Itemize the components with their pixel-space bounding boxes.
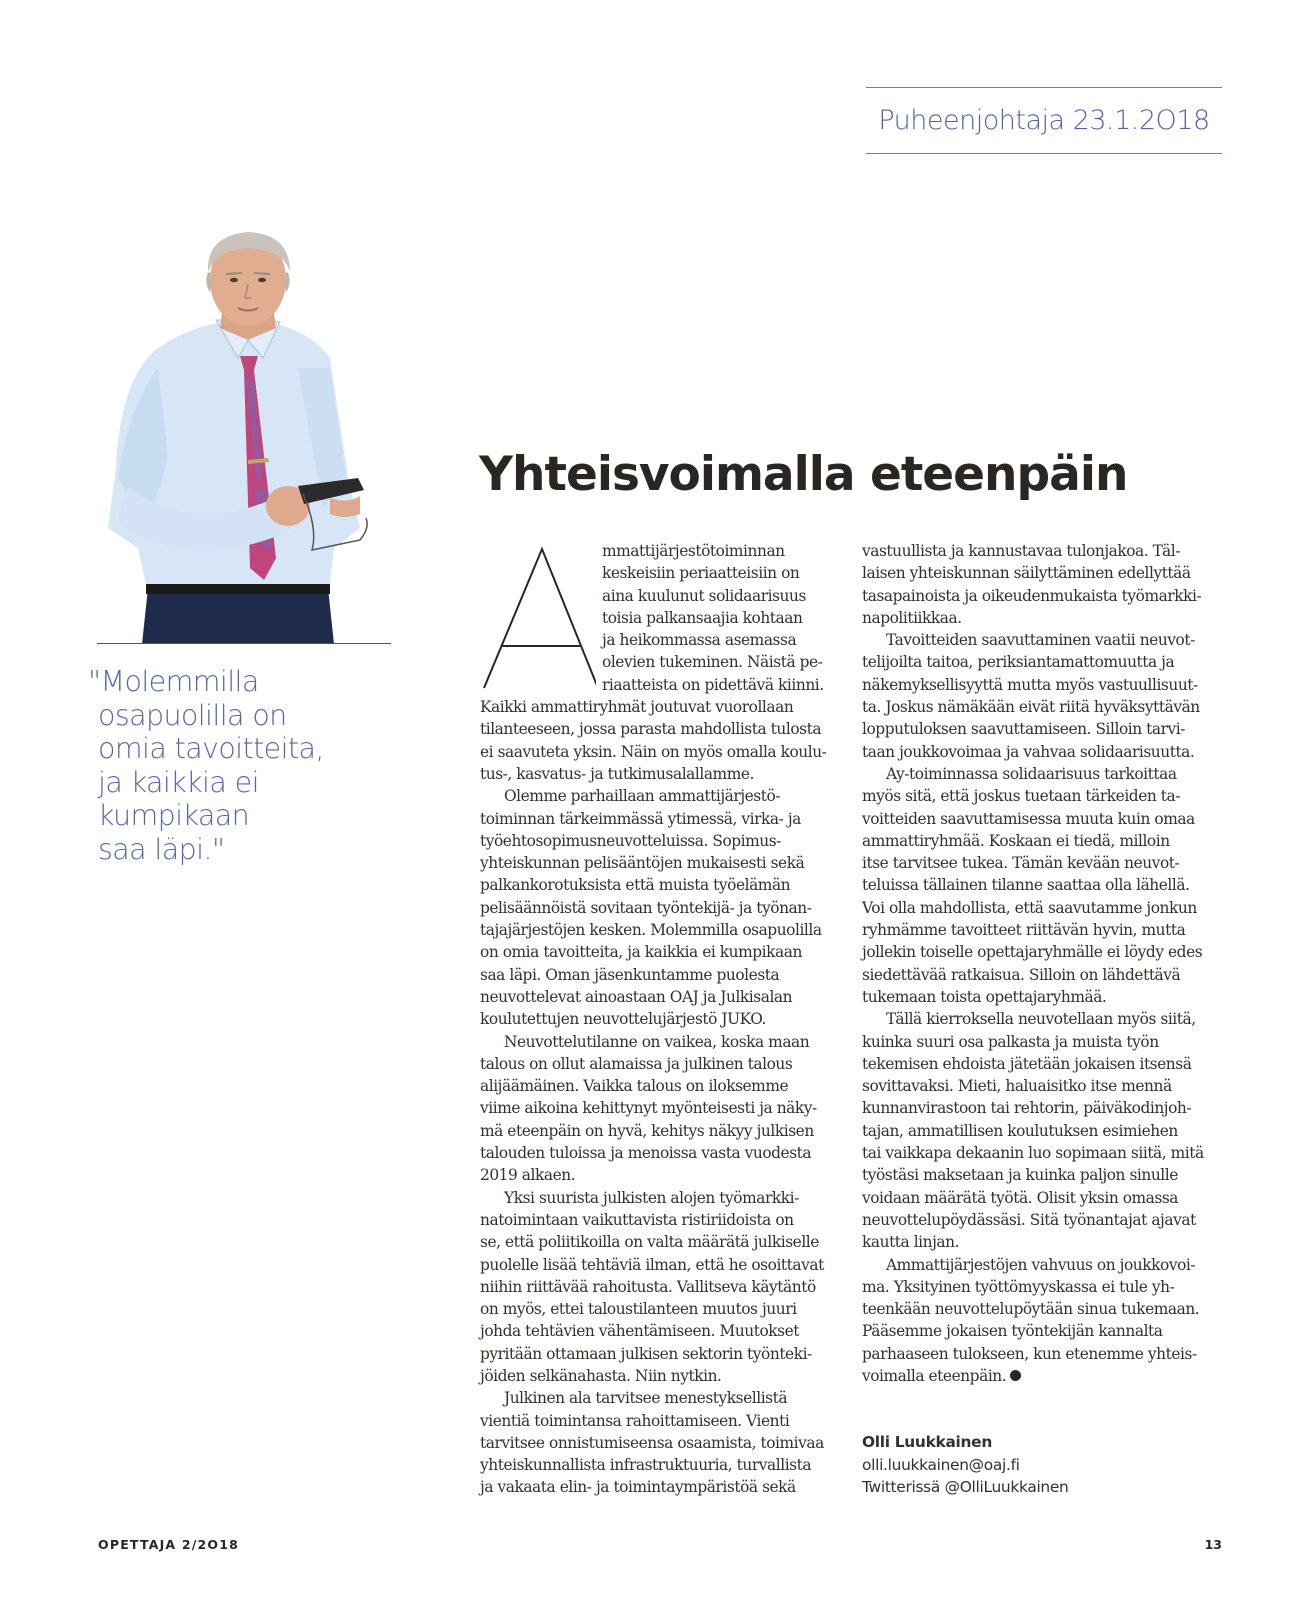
- article-line: olevien tukeminen. Näistä pe-: [602, 653, 823, 672]
- article-line: saa läpi. Oman jäsenkuntamme puolesta: [480, 965, 780, 984]
- article-line: neuvottelupöydässäsi. Sitä työnantajat ajavat: [862, 1210, 1196, 1229]
- pull-quote-line: osapuolilla on: [98, 698, 287, 732]
- author-twitter[interactable]: Twitterissä @OlliLuukkainen: [862, 1478, 1069, 1496]
- article-line: ma. Yksityinen työttömyyskassa ei tule yh-: [862, 1277, 1175, 1296]
- article-line: Voi olla mahdollista, että saavutamme jonkun: [862, 898, 1197, 917]
- article-line: kuinka suuri osa palkasta ja muista työn: [862, 1032, 1159, 1051]
- article-line: Tavoitteiden saavuttaminen vaatii neuvot-: [886, 631, 1195, 650]
- article-line: natoimintaan vaikuttavista ristiriidoista on: [480, 1210, 794, 1229]
- article-line: ammattiryhmää. Koskaan ei tiedä, milloin: [862, 831, 1170, 850]
- article-line: on myös, ettei taloustilanteen muutos juuri: [480, 1300, 797, 1319]
- article-line: Tällä kierroksella neuvotellaan myös siitä,: [886, 1010, 1196, 1029]
- article-line: talouden tuloissa ja menoissa vasta vuodesta: [480, 1144, 812, 1163]
- article-line: taan joukkovoimaa ja vahvaa solidaarisuutta.: [862, 742, 1195, 761]
- article-line: Neuvottelutilanne on vaikea, koska maan: [504, 1032, 810, 1051]
- article-line: neuvottelevat ainoastaan OAJ ja Julkisalan: [480, 987, 793, 1006]
- article-line: tajajärjestöjen kesken. Molemmilla osapuolilla: [480, 921, 822, 940]
- article-line: johda tehtävien vähentämiseen. Muutokset: [480, 1322, 800, 1341]
- article-line: teenkään neuvottelupöytään sinua tukemaan.: [862, 1300, 1200, 1319]
- author-byline: [862, 1431, 1069, 1499]
- page-number: 13: [1204, 1537, 1222, 1552]
- article-line: toiminnan tärkeimmässä ytimessä, virka- ja: [480, 809, 801, 828]
- article-line: tilanteeseen, jossa parasta mahdollista tulosta: [480, 720, 822, 739]
- article-line: Yksi suurista julkisten alojen työmarkki-: [504, 1188, 799, 1207]
- article-line: työehtosopimusneuvotteluissa. Sopimus-: [480, 831, 781, 850]
- article-line: yhteiskunnallista infrastruktuuria, turvallista: [480, 1456, 812, 1475]
- author-name: Olli Luukkainen: [862, 1433, 992, 1451]
- article-line: koulutettujen neuvottelujärjestö JUKO.: [480, 1010, 766, 1029]
- article-line: talous on ollut alamaissa ja julkinen talous: [480, 1054, 793, 1073]
- pull-quote-line: kumpikaan: [98, 799, 250, 832]
- pull-quote-line: "Molemmilla: [88, 665, 259, 698]
- article-line: ryhmämme tavoitteet riittävän hyvin, mutta: [862, 921, 1186, 940]
- article-line: Pääsemme jokaisen työntekijän kannalta: [862, 1322, 1163, 1341]
- article-line: yhteiskunnan pelisääntöjen mukaisesti sekä: [480, 854, 805, 873]
- section-date: Puheenjohtaja 23.1.2O18: [878, 105, 1210, 136]
- article-line: tai vaikkapa dekaanin luo sopimaan siitä, mitä: [862, 1144, 1204, 1163]
- end-mark-icon: [1010, 1370, 1021, 1381]
- article-line: voidaan määrätä työtä. Olisit yksin omassa: [862, 1188, 1179, 1207]
- publication-footer: OPETTAJA 2/2O18: [98, 1537, 240, 1552]
- article-line: jöiden selkänahasta. Niin nytkin.: [480, 1366, 722, 1385]
- author-email[interactable]: olli.luukkainen@oaj.fi: [862, 1455, 1020, 1474]
- article-line: telijoilta taitoa, periksiantamattomuutta ja: [862, 653, 1175, 672]
- article-line: kunnanvirastoon tai rehtorin, päiväkodinjoh-: [862, 1099, 1192, 1118]
- article-line: ja heikommassa asemassa: [602, 631, 797, 650]
- article-title: Yhteisvoimalla eteenpäin: [479, 447, 1128, 502]
- article-line: pelisäännöistä sovitaan työntekijä- ja työnan-: [480, 898, 812, 917]
- portrait-photo: [98, 228, 390, 644]
- pull-quote-line: omia tavoitteita,: [98, 732, 324, 765]
- article-line: niihin riittävää rahoitusta. Vallitseva käytäntö: [480, 1277, 816, 1296]
- article-line: Julkinen ala tarvitsee menestyksellistä: [504, 1389, 788, 1408]
- article-column-1: [480, 540, 852, 1499]
- article-line: tus-, kasvatus- ja tutkimusalallamme.: [480, 764, 754, 783]
- article-line: aina kuulunut solidaarisuus: [602, 586, 806, 605]
- article-line: voimalla eteenpäin.: [862, 1365, 1234, 1387]
- article-line: tukemaan toista opettajaryhmää.: [862, 987, 1107, 1006]
- article-line: 2019 alkaen.: [480, 1166, 576, 1185]
- article-line: palkankorotuksista että muista työelämän: [480, 876, 791, 895]
- article-line: mä eteenpäin on hyvä, kehitys näkyy julkisen: [480, 1121, 814, 1140]
- article-line: työstäsi maksetaan ja kuinka paljon sinulle: [862, 1166, 1178, 1185]
- article-line: viime aikoina kehittynyt myönteisesti ja näky-: [480, 1099, 817, 1118]
- article-line: laisen yhteiskunnan säilyttäminen edellyttää: [862, 564, 1191, 583]
- pull-quote-line: saa läpi.": [98, 832, 225, 866]
- article-line: sovittavaksi. Mieti, haluaisitko itse mennä: [862, 1077, 1172, 1096]
- pull-quote: [88, 665, 388, 866]
- article-line: alijäämäinen. Vaikka talous on iloksemme: [480, 1077, 789, 1096]
- article-line: ta. Joskus nämäkään eivät riitä hyväksyttävän: [862, 698, 1200, 717]
- article-line: mmattijärjestötoiminnan: [602, 542, 785, 560]
- portrait-divider: [97, 643, 391, 644]
- article-line: puolelle lisää tehtäviä ilman, että he osoittavat: [480, 1255, 824, 1274]
- article-line: pyritään ottamaan julkisen sektorin työnteki-: [480, 1344, 812, 1363]
- article-line: tajan, ammatillisen koulutuksen esimiehen: [862, 1121, 1178, 1140]
- article-column-2: [862, 540, 1234, 1387]
- article-line: tekemisen ehdoista jätetään jokaisen itsensä: [862, 1054, 1192, 1073]
- article-line: myös sitä, että joskus tuetaan tärkeiden ta-: [862, 787, 1180, 806]
- article-line: Olemme parhaillaan ammattijärjestö-: [504, 787, 781, 806]
- article-line: parhaaseen tulokseen, kun etenemme yhteis-: [862, 1344, 1197, 1363]
- pull-quote-line: ja kaikkia ei: [98, 765, 259, 799]
- article-line: jollekin toiselle opettajaryhmälle ei löydy edes: [862, 943, 1203, 962]
- article-line: vientiä toimintansa rahoittamiseen. Vienti: [480, 1411, 790, 1430]
- article-line: riaatteista on pidettävä kiinni.: [602, 675, 824, 694]
- article-line: toisia palkansaajia kohtaan: [602, 608, 803, 627]
- article-line: tarvitsee onnistumiseensa osaamista, toimivaa: [480, 1433, 824, 1452]
- article-line: Kaikki ammattiryhmät joutuvat vuorollaan: [480, 698, 794, 717]
- article-line: siedettävää ratkaisua. Silloin on lähdettävä: [862, 965, 1181, 984]
- article-line: Ammattijärjestöjen vahvuus on joukkovoi-: [886, 1255, 1196, 1274]
- section-header: [866, 87, 1222, 154]
- article-line: tasapainoista ja oikeudenmukaista työmarkki-: [862, 586, 1202, 605]
- article-line: teluissa tällainen tilanne saattaa olla lähellä.: [862, 876, 1190, 895]
- article-line: ja vakaata elin- ja toimintaympäristöä sekä: [480, 1478, 796, 1497]
- article-line: lopputuloksen saavuttamiseen. Silloin tarvi-: [862, 720, 1185, 739]
- article-line: on omia tavoitteita, ja kaikkia ei kumpikaan: [480, 943, 802, 962]
- article-line: ei saavuteta yksin. Näin on myös omalla koulu-: [480, 742, 827, 761]
- article-line: kautta linjan.: [862, 1233, 960, 1252]
- article-line: itse tarvitsee tukea. Tämän kevään neuvot-: [862, 854, 1180, 873]
- article-line: Ay-toiminnassa solidaarisuus tarkoittaa: [886, 764, 1177, 783]
- article-line: keskeisiin periaatteisiin on: [602, 564, 800, 583]
- article-line: voitteiden saavuttamisessa muuta kuin omaa: [862, 809, 1195, 828]
- article-line: vastuullista ja kannustavaa tulonjakoa. Täl-: [862, 542, 1180, 560]
- article-line: näkemyksellisyyttä mutta myös vastuullisuut-: [862, 675, 1198, 694]
- article-line: se, että poliitikoilla on valta määrätä julkiselle: [480, 1233, 819, 1252]
- article-line: napolitiikkaa.: [862, 608, 962, 627]
